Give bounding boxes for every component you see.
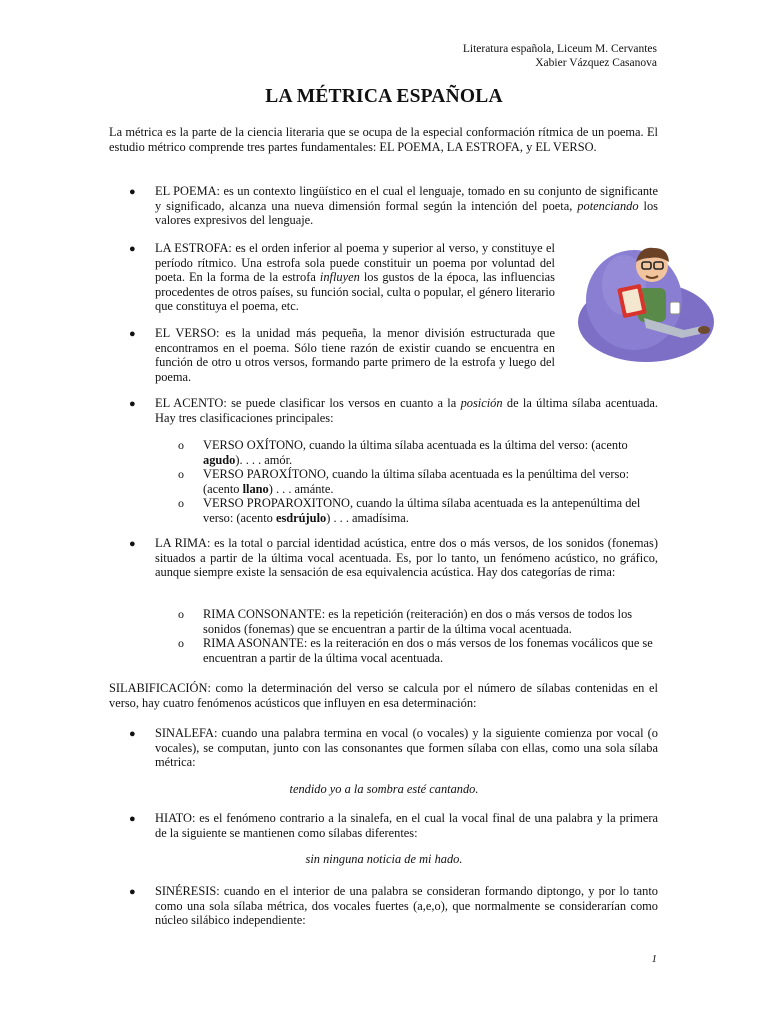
estrofa-text-b: los gustos de la época, las influencias procedentes de otros países, su función social, culta o popular, el género literario que constituya el poema, etc. [155, 270, 555, 314]
subitem-text-b: ). . . . amór. [235, 452, 293, 467]
subitem-text-b: ) . . . amánte. [268, 481, 334, 496]
item-estrofa [155, 241, 555, 314]
estrofa-emphasis: influyen [319, 270, 360, 285]
acento-emphasis: posición [460, 396, 503, 410]
acento-text-b: de la última sílaba acentuada. Hay tres clasificaciones principales: [155, 396, 658, 425]
item-sineresis: SINÉRESIS: cuando en el interior de una palabra se consideran formando diptongo, y por lo tanto como una sola sílaba métrica, dos vocales fuertes (a,e,o), que normalmente se considerarían como núcleo silábico independiente: [155, 884, 658, 928]
acento-subitem [203, 438, 658, 467]
rima-subitem: RIMA ASONANTE: es la reiteración en dos o más versos de los fonemas vocálicos que se encuentran a partir de la última vocal acentuada. [203, 636, 653, 665]
acento-text-a: EL ACENTO: se puede clasificar los versos en cuanto a la [155, 396, 457, 410]
item-hiato: HIATO: es el fenómeno contrario a la sinalefa, en el cual la vocal final de una palabra y la primera de la siguiente se mantienen como sílabas diferentes: [155, 811, 658, 840]
bullet-icon: ● [129, 813, 136, 825]
subitem-text-a: VERSO PAROXÍTONO, cuando la última sílaba acentuada es la penúltima del verso: (acento [203, 467, 630, 496]
item-rima: LA RIMA: es la total o parcial identidad acústica, entre dos o más versos, de los sonidos (fonemas) situados a partir de la última vocal acentuada. Es, por lo tanto, un fenómeno acústico, no gráfico, aunque siempre existe la sensación de esa equivalencia acústica. Hay dos categorías de rima: [155, 536, 658, 580]
sub-marker-icon: o [178, 467, 184, 481]
subitem-bold: llano [242, 481, 269, 496]
rima-subitem: RIMA CONSONANTE: es la repetición (reiteración) en dos o más versos de todos los sonidos (fonemas) que se encuentran a partir de la última vocal acentuada. [203, 607, 633, 636]
bullet-icon: ● [129, 538, 136, 550]
reading-character-illustration [574, 230, 720, 370]
item-acento [155, 396, 658, 425]
header-course: Literatura española, Liceum M. Cervantes [462, 43, 657, 55]
sub-marker-icon: o [178, 438, 184, 452]
subitem-bold: esdrújulo [275, 510, 327, 525]
page-header [463, 42, 657, 70]
poema-emphasis: potenciando [577, 198, 639, 213]
bullet-icon: ● [129, 728, 136, 740]
page-title: LA MÉTRICA ESPAÑOLA [265, 86, 503, 107]
subitem-text-a: VERSO OXÍTONO, cuando la última sílaba acentuada es la última del verso: (acento [203, 438, 628, 452]
subitem-text-b: ) . . . amadísima. [326, 510, 409, 525]
hiato-example: sin ninguna noticia de mi hado. [305, 852, 463, 866]
bullet-icon: ● [129, 186, 136, 198]
item-poema [155, 184, 658, 228]
page-number: 1 [651, 953, 657, 965]
bullet-icon: ● [129, 886, 136, 898]
intro-paragraph: La métrica es la parte de la ciencia literaria que se ocupa de la especial conformación rítmica de un poema. El estudio métrico comprende tres partes fundamentales: EL POEMA, LA ESTROFA, y EL VERSO. [109, 125, 658, 154]
subitem-text-a: VERSO PROPAROXITONO, cuando la última sílaba acentuada es la antepenúltima del verso: (acento [203, 496, 641, 525]
poema-text-b: los valores expresivos del lenguaje. [155, 198, 659, 228]
subitem-bold: agudo [203, 452, 236, 467]
sub-marker-icon: o [178, 607, 184, 621]
bullet-icon: ● [129, 328, 136, 340]
acento-subitem [203, 496, 658, 525]
sub-marker-icon: o [178, 496, 184, 510]
header-author: Xabier Vázquez Casanova [535, 57, 657, 69]
bullet-icon: ● [129, 398, 136, 410]
silabificacion-paragraph: SILABIFICACIÓN: como la determinación del verso se calcula por el número de sílabas contenidas en el verso, hay cuatro fenómenos acústicos que influyen en esa determinación: [109, 681, 658, 710]
estrofa-text-a: LA ESTROFA: es el orden inferior al poema y superior al verso, y constituye el período rítmico. Una estrofa sola puede constituir un poema por voluntad del poeta. En la forma de la estrofa [155, 241, 555, 285]
poema-text-a: EL POEMA: es un contexto lingüístico en el cual el lenguaje, tomado en su conjunto de significante y significado, alcanza una nueva dimensión formal según la intención del poeta, [155, 184, 658, 213]
bullet-icon: ● [129, 243, 136, 255]
item-sinalefa: SINALEFA: cuando una palabra termina en vocal (o vocales) y la siguiente comienza por vocal (o vocales), se computan, junto con las consonantes que formen sílaba con ellas, como una sola sílaba métrica: [155, 726, 658, 770]
item-verso: EL VERSO: es la unidad más pequeña, la menor división estructurada que encontramos en el poema. Sólo tiene razón de existir cuando se encuentra en función de otro u otros versos, formando parte primero de la estrofa y luego del poema. [155, 326, 555, 384]
sub-marker-icon: o [178, 636, 184, 650]
acento-subitem [203, 467, 658, 496]
sinalefa-example: tendido yo a la sombra esté cantando. [289, 782, 479, 796]
